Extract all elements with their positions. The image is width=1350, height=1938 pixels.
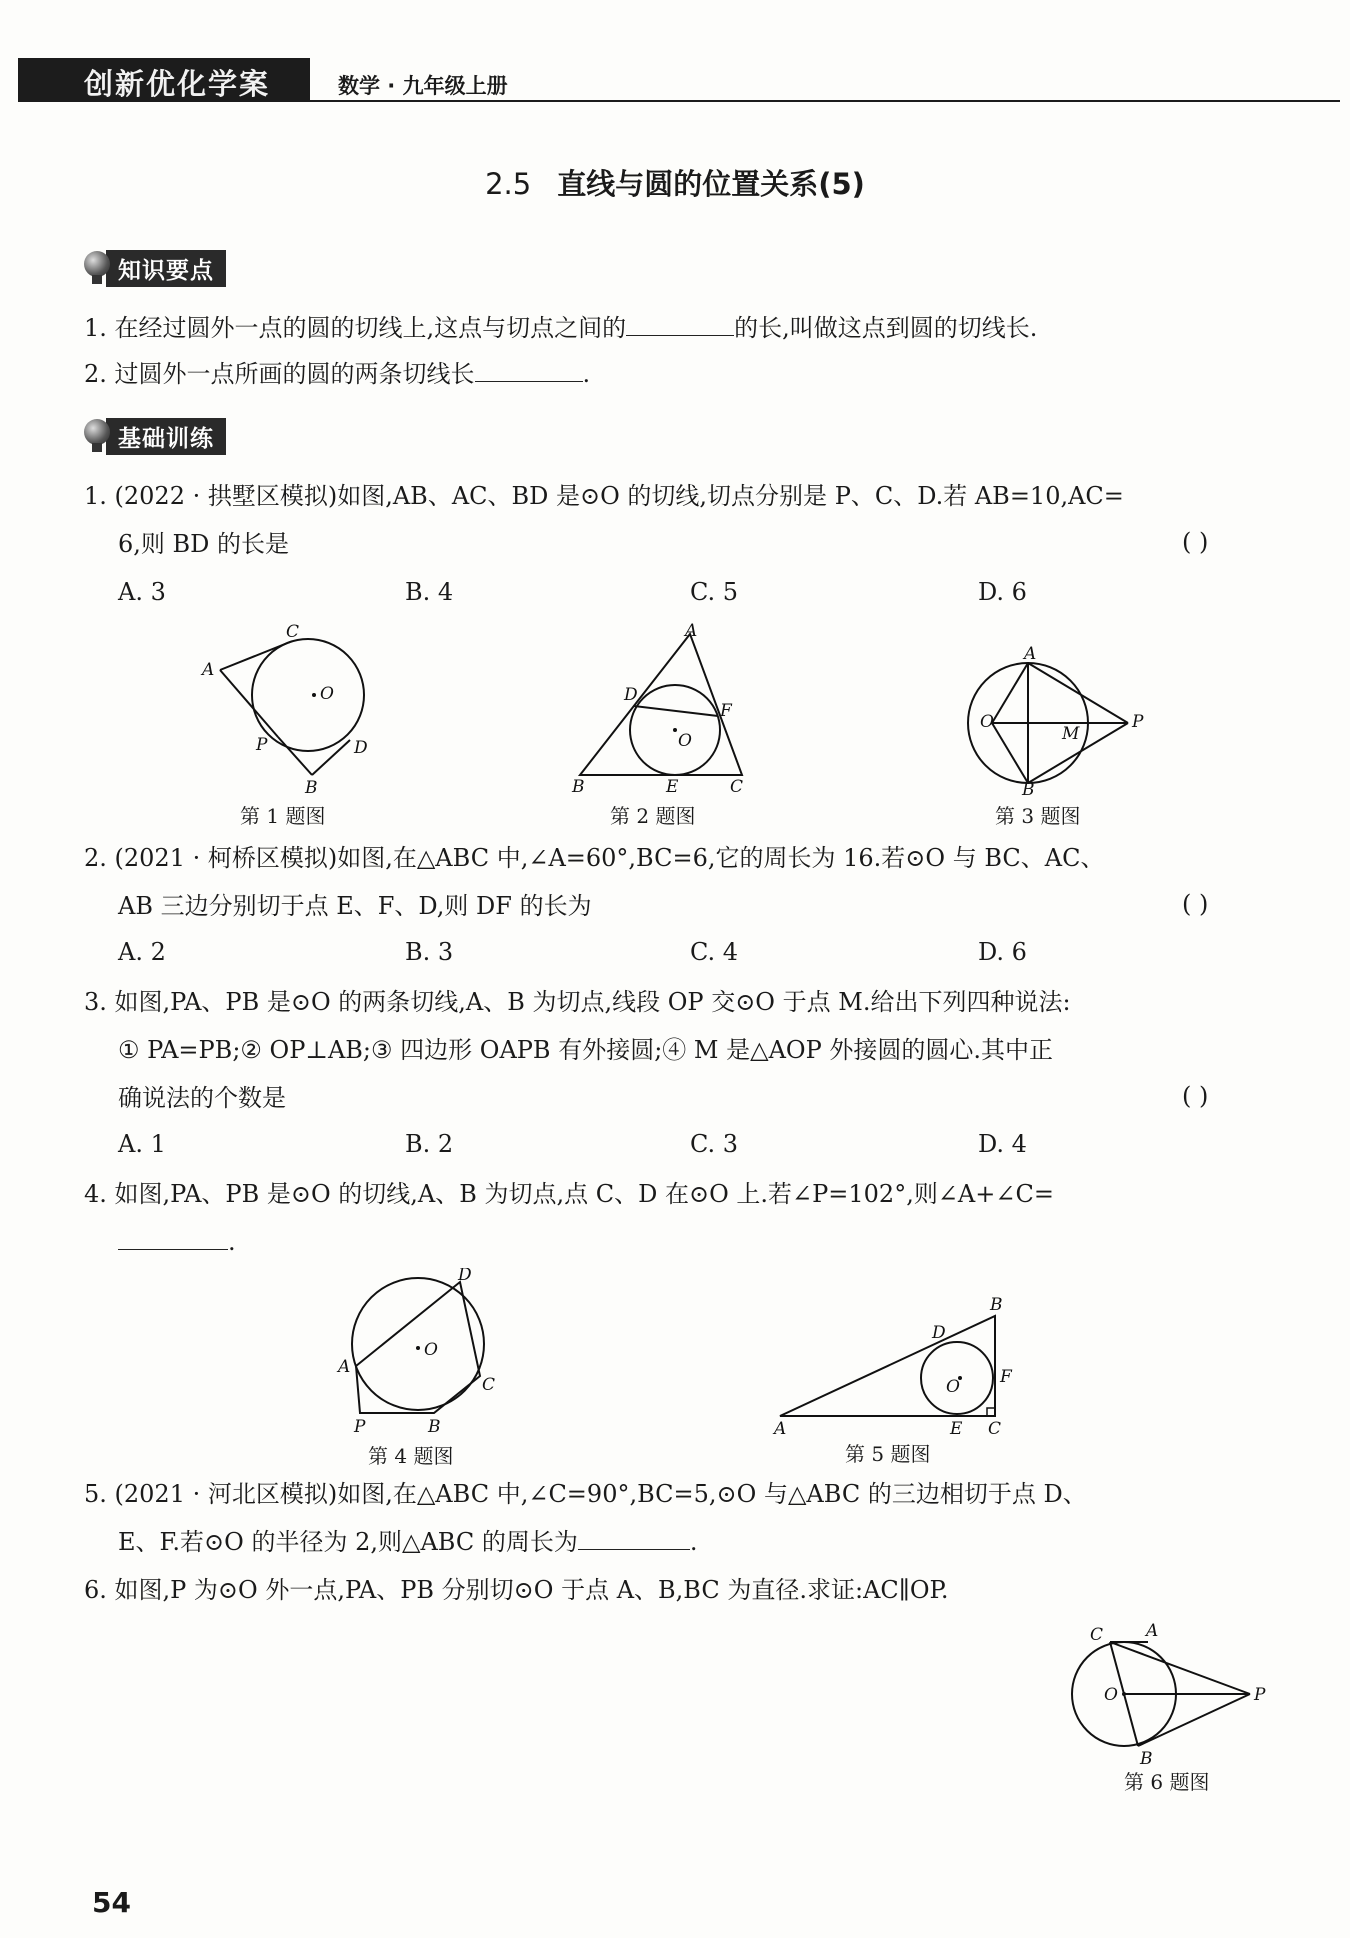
option-d[interactable]: D. 6 [978,938,1027,966]
question-4-line-2 [118,1226,236,1258]
answer-paren[interactable]: ( ) [1182,1082,1209,1110]
figure-label: A [338,1357,351,1377]
figure-3-caption: 第 3 题图 [995,804,1081,828]
answer-blank[interactable] [475,359,583,382]
option-d[interactable]: D. 4 [978,1130,1027,1158]
punctuation: . [689,1528,698,1556]
figure-label: F [1000,1367,1012,1387]
option-b[interactable]: B. 4 [405,578,454,606]
figure-label: A [774,1419,787,1436]
option-a[interactable]: A. 1 [118,1130,166,1158]
figure-label: O [320,684,334,704]
figure-label: O [1104,1685,1118,1705]
question-6-line-1: 6. 如图,P 为⊙O 外一点,PA、PB 分别切⊙O 于点 A、B,BC 为直径.求证:AC∥OP. [84,1576,949,1604]
figure-label: F [720,701,732,721]
section-label: 知识要点 [106,250,226,287]
figure-label: P [1254,1685,1266,1705]
knowledge-item-2 [84,358,590,390]
question-2-line-2: AB 三边分别切于点 E、F、D,则 DF 的长为 [118,892,592,920]
figure-label: P [256,735,268,755]
section-heading-knowledge [84,250,226,286]
figure-label: O [980,712,994,732]
option-a[interactable]: A. 2 [118,938,166,966]
header-brand: 创新优化学案 [84,67,271,101]
figure-label: O [424,1340,438,1360]
figure-2-caption: 第 2 题图 [610,804,696,828]
figure-label: O [946,1377,960,1397]
option-c[interactable]: C. 5 [690,578,739,606]
page-number: 54 [92,1886,131,1919]
question-3-line-3: 确说法的个数是 [118,1084,286,1112]
figure-label: D [624,685,638,705]
figure-label: A [202,660,215,680]
answer-blank[interactable] [578,1527,690,1550]
question-5-line-2 [118,1526,698,1558]
question-3-line-2: ① PA=PB;② OP⊥AB;③ 四边形 OAPB 有外接圆;④ M 是△AOP 外接圆的圆心.其中正 [118,1036,1053,1064]
knowledge-text: . [582,360,591,388]
page-title [0,162,1350,203]
figure-5-caption: 第 5 题图 [845,1442,931,1466]
figure-4 [330,1268,510,1438]
figure-2 [560,620,760,800]
figure-label: B [305,778,318,795]
figure-label: B [572,777,585,797]
knowledge-text: 1. 在经过圆外一点的圆的切线上,这点与切点之间的 [84,314,627,342]
figure-6 [1060,1618,1280,1768]
figure-label: C [988,1419,1002,1436]
question-1-line-2: 6,则 BD 的长是 [118,530,290,558]
figure-label: E [666,777,679,797]
knowledge-item-1 [84,312,1037,344]
answer-blank[interactable] [118,1227,228,1250]
figure-5 [770,1296,1020,1436]
figure-1-caption: 第 1 题图 [240,804,326,828]
answer-paren[interactable]: ( ) [1182,890,1209,918]
question-5-line-1: 5. (2021 · 河北区模拟)如图,在△ABC 中,∠C=90°,BC=5,⊙O 与△ABC 的三边相切于点 D、 [84,1480,1087,1508]
question-4-line-1: 4. 如图,PA、PB 是⊙O 的切线,A、B 为切点,点 C、D 在⊙O 上.若∠P=102°,则∠A+∠C= [84,1180,1054,1208]
figure-3 [930,645,1150,800]
lightbulb-icon [84,251,110,285]
knowledge-text: 的长,叫做这点到圆的切线长. [734,314,1038,342]
figure-4-caption: 第 4 题图 [368,1444,454,1468]
option-c[interactable]: C. 4 [690,938,739,966]
knowledge-text: 2. 过圆外一点所画的圆的两条切线长 [84,360,475,388]
question-3-line-1: 3. 如图,PA、PB 是⊙O 的两条切线,A、B 为切点,线段 OP 交⊙O 于点 M.给出下列四种说法: [84,988,1071,1016]
section-heading-basic [84,418,226,454]
figure-label: C [286,622,300,642]
header-subject: 数学 · 九年级上册 [338,74,508,98]
figure-label: B [1140,1749,1153,1768]
figure-6-caption: 第 6 题图 [1124,1770,1210,1794]
figure-label: A [1146,1621,1159,1641]
option-b[interactable]: B. 2 [405,1130,454,1158]
figure-label: P [1132,712,1144,732]
figure-label: B [428,1417,441,1437]
answer-paren[interactable]: ( ) [1182,528,1209,556]
figure-label: M [1062,724,1080,744]
figure-label: C [730,777,744,797]
figure-label: B [1022,780,1035,800]
figure-label: B [990,1296,1003,1315]
figure-label: P [354,1417,366,1437]
question-text: E、F.若⊙O 的半径为 2,则△ABC 的周长为 [118,1528,578,1556]
figure-label: D [354,738,368,758]
figure-label: A [1024,645,1037,664]
lightbulb-icon [84,419,110,453]
question-2-line-1: 2. (2021 · 柯桥区模拟)如图,在△ABC 中,∠A=60°,BC=6,它的周长为 16.若⊙O 与 BC、AC、 [84,844,1105,872]
option-d[interactable]: D. 6 [978,578,1027,606]
question-1-line-1: 1. (2022 · 拱墅区模拟)如图,AB、AC、BD 是⊙O 的切线,切点分别是 P、C、D.若 AB=10,AC= [84,482,1124,510]
figure-label: C [1090,1625,1104,1645]
figure-label: D [458,1268,472,1285]
figure-label: C [482,1375,496,1395]
figure-label: E [950,1419,963,1436]
figure-1 [190,615,390,795]
answer-blank[interactable] [626,313,734,336]
option-b[interactable]: B. 3 [405,938,454,966]
option-c[interactable]: C. 3 [690,1130,739,1158]
figure-label: O [678,731,692,751]
figure-label: D [932,1323,946,1343]
section-title: 直线与圆的位置关系(5) [557,167,865,201]
section-number: 2.5 [485,167,532,201]
figure-label: A [685,621,698,641]
option-a[interactable]: A. 3 [118,578,166,606]
section-label: 基础训练 [106,418,226,455]
header-rule [310,100,1340,102]
punctuation: . [228,1228,236,1256]
